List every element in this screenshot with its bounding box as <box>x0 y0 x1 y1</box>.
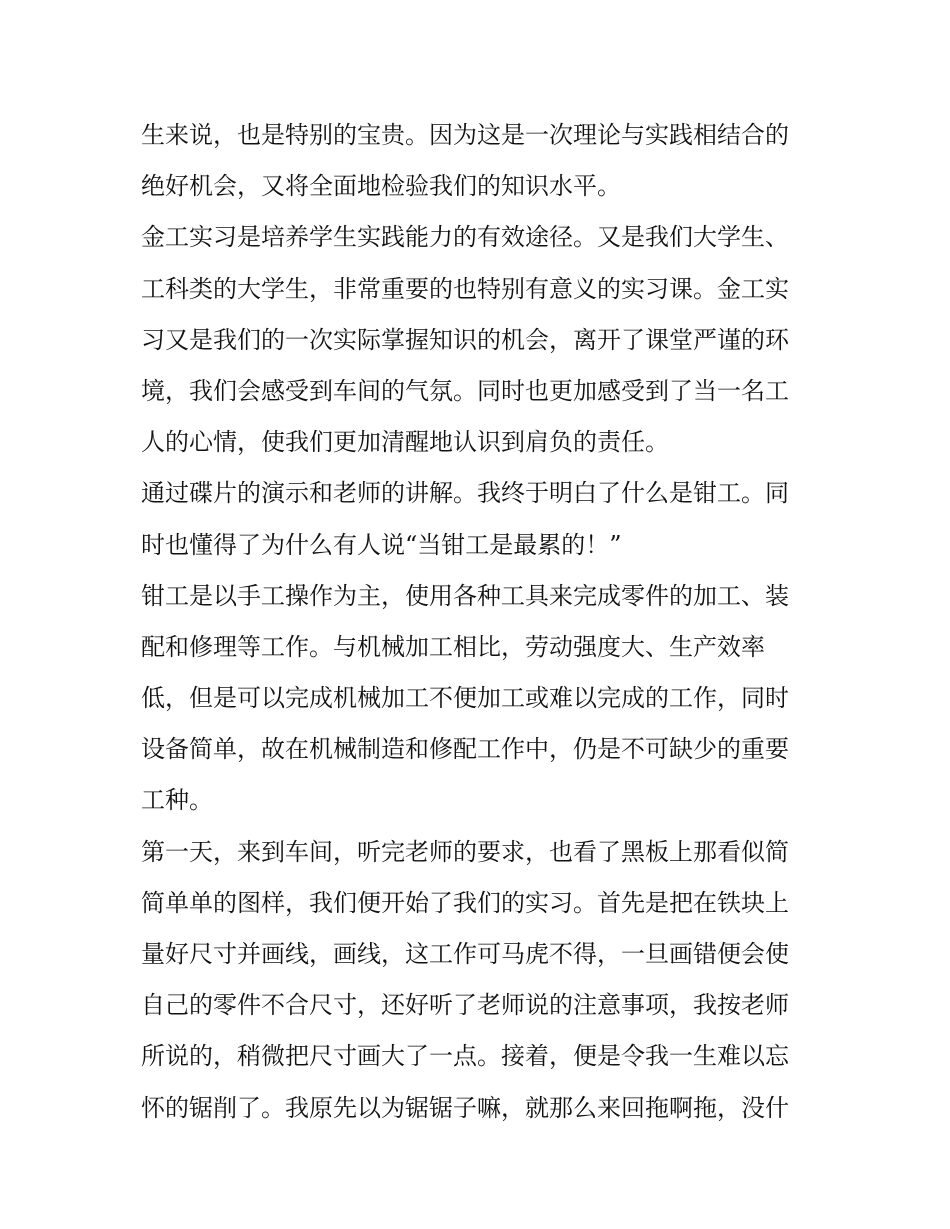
text-line: 量好尺寸并画线，画线，这工作可马虎不得，一旦画错便会使 <box>141 940 789 968</box>
text-line: 金工实习是培养学生实践能力的有效途径。又是我们大学生、 <box>141 223 789 252</box>
text-line: 生来说，也是特别的宝贵。因为这是一次理论与实践相结合的 <box>141 121 789 149</box>
text-line: 配和修理等工作。与机械加工相比，劳动强度大、生产效率 <box>141 632 765 661</box>
text-line: 第一天，来到车间，听完老师的要求，也看了黑板上那看似简 <box>141 837 789 866</box>
text-line: 自己的零件不合尺寸，还好听了老师说的注意事项，我按老师 <box>141 991 789 1020</box>
body-text <box>141 110 821 1134</box>
text-line: 习又是我们的一次实际掌握知识的机会，离开了课堂严谨的环 <box>141 325 789 354</box>
text-line: 设备简单，故在机械制造和修配工作中，仍是不可缺少的重要 <box>141 735 789 764</box>
text-line: 工科类的大学生，非常重要的也特别有意义的实习课。金工实 <box>141 274 789 303</box>
text-line: 时也懂得了为什么有人说“当钳工是最累的！” <box>141 530 622 559</box>
text-line: 怀的锯削了。我原先以为锯锯子嘛，就那么来回拖啊拖，没什 <box>141 1093 789 1122</box>
text-line: 绝好机会，又将全面地检验我们的知识水平。 <box>141 172 621 201</box>
text-line: 工种。 <box>141 786 213 815</box>
text-line: 人的心情，使我们更加清醒地认识到肩负的责任。 <box>141 428 669 457</box>
text-line: 通过碟片的演示和老师的讲解。我终于明白了什么是钳工。同 <box>141 479 789 508</box>
text-line: 低，但是可以完成机械加工不便加工或难以完成的工作，同时 <box>141 684 789 713</box>
text-line: 简单单的图样，我们便开始了我们的实习。首先是把在铁块上 <box>141 888 789 917</box>
text-line: 所说的，稍微把尺寸画大了一点。接着，便是令我一生难以忘 <box>141 1042 789 1071</box>
text-line: 钳工是以手工操作为主，使用各种工具来完成零件的加工、装 <box>141 581 789 610</box>
text-line: 境，我们会感受到车间的气氛。同时也更加感受到了当一名工 <box>141 376 789 405</box>
